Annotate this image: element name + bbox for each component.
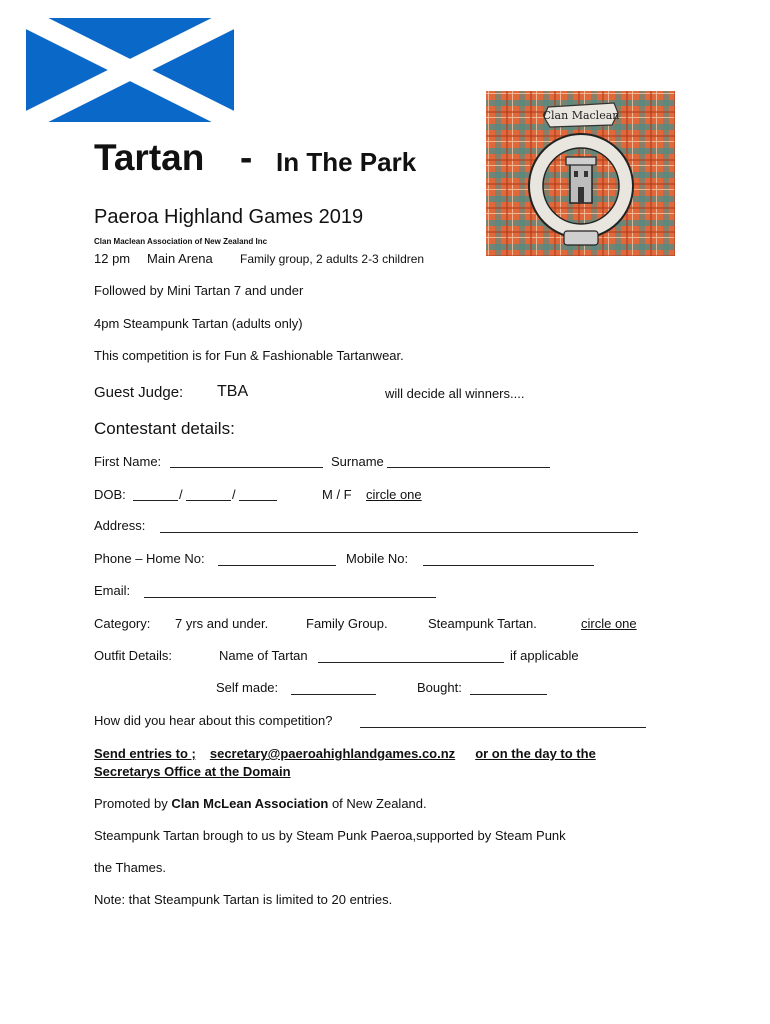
contestant-heading: Contestant details: [94,419,235,438]
mobile-label: Mobile No: [346,551,409,566]
guest-judge-label: Guest Judge: [94,384,184,401]
first-name-label: First Name: [94,454,162,469]
gender-circle-one: circle one [366,487,422,502]
surname-label: Surname [331,454,384,469]
phone-home-label: Phone – Home No: [94,551,205,566]
promoted-by-clan: Clan McLean Association [171,796,329,811]
promoted-by-prefix: Promoted by [94,796,168,811]
dob-label: DOB: [94,487,126,502]
address-label: Address: [94,518,146,533]
event-time: 12 pm [94,251,131,266]
clan-maclean-crest-image [486,91,675,256]
entry-limit-note: Note: that Steampunk Tartan is limited to 20 entries. [94,892,393,907]
address-field[interactable] [160,520,638,533]
category-option-family[interactable]: Family Group. [306,616,388,631]
email-label: Email: [94,583,131,598]
dob-slash-2: / [232,487,236,502]
title-dash: - [240,137,253,178]
mini-tartan-line: Followed by Mini Tartan 7 and under [94,283,304,298]
category-option-steampunk[interactable]: Steampunk Tartan. [428,616,537,631]
saltire-flag-image [26,18,234,122]
organiser-name: Clan Maclean Association of New Zealand Inc [94,237,268,246]
dob-year-field[interactable] [239,488,277,501]
event-venue: Main Arena [147,251,213,266]
event-group: Family group, 2 adults 2-3 children [240,252,425,266]
promoted-by-suffix: of New Zealand. [331,796,427,811]
judge-note: will decide all winners.... [385,386,525,401]
guest-judge-value: TBA [217,383,249,400]
bought-field[interactable] [470,682,547,695]
secretary-email-link[interactable]: secretary@paeroahighlandgames.co.nz [209,746,456,761]
email-field[interactable] [144,585,436,598]
dob-slash-1: / [179,487,183,502]
event-name: Paeroa Highland Games 2019 [94,206,364,228]
self-made-label: Self made: [216,680,279,695]
if-applicable-note: if applicable [510,648,579,663]
first-name-field[interactable] [170,455,323,468]
steampunk-line: 4pm Steampunk Tartan (adults only) [94,316,303,331]
mobile-field[interactable] [423,553,594,566]
steampunk-credit-line-2: the Thames. [94,860,167,875]
title-tartan: Tartan [94,137,205,178]
crest-banner-text: Clan Maclean [542,109,620,122]
tartan-name-label: Name of Tartan [219,648,308,663]
how-hear-label: How did you hear about this competition? [94,713,333,728]
how-hear-field[interactable] [360,715,646,728]
outfit-label: Outfit Details: [94,648,173,663]
fun-line: This competition is for Fun & Fashionable Tartanwear. [94,348,404,363]
dob-month-field[interactable] [186,488,231,501]
tartan-name-field[interactable] [318,650,504,663]
promoted-by-line [94,796,427,811]
send-entries-prefix: Send entries to ; [94,746,196,761]
phone-home-field[interactable] [218,553,336,566]
surname-field[interactable] [387,455,550,468]
gender-options[interactable]: M / F [322,487,352,502]
dob-day-field[interactable] [133,488,178,501]
self-made-field[interactable] [291,682,376,695]
category-circle-one: circle one [581,616,637,631]
category-label: Category: [94,616,151,631]
send-entries-suffix: or on the day to the [475,746,596,761]
bought-label: Bought: [417,680,462,695]
title-in-the-park: In The Park [276,147,417,177]
steampunk-credit-line-1: Steampunk Tartan brough to us by Steam Punk Paeroa,supported by Steam Punk [94,828,566,843]
category-option-7yrs[interactable]: 7 yrs and under. [175,616,269,631]
secretary-office-line: Secretarys Office at the Domain [94,764,291,779]
